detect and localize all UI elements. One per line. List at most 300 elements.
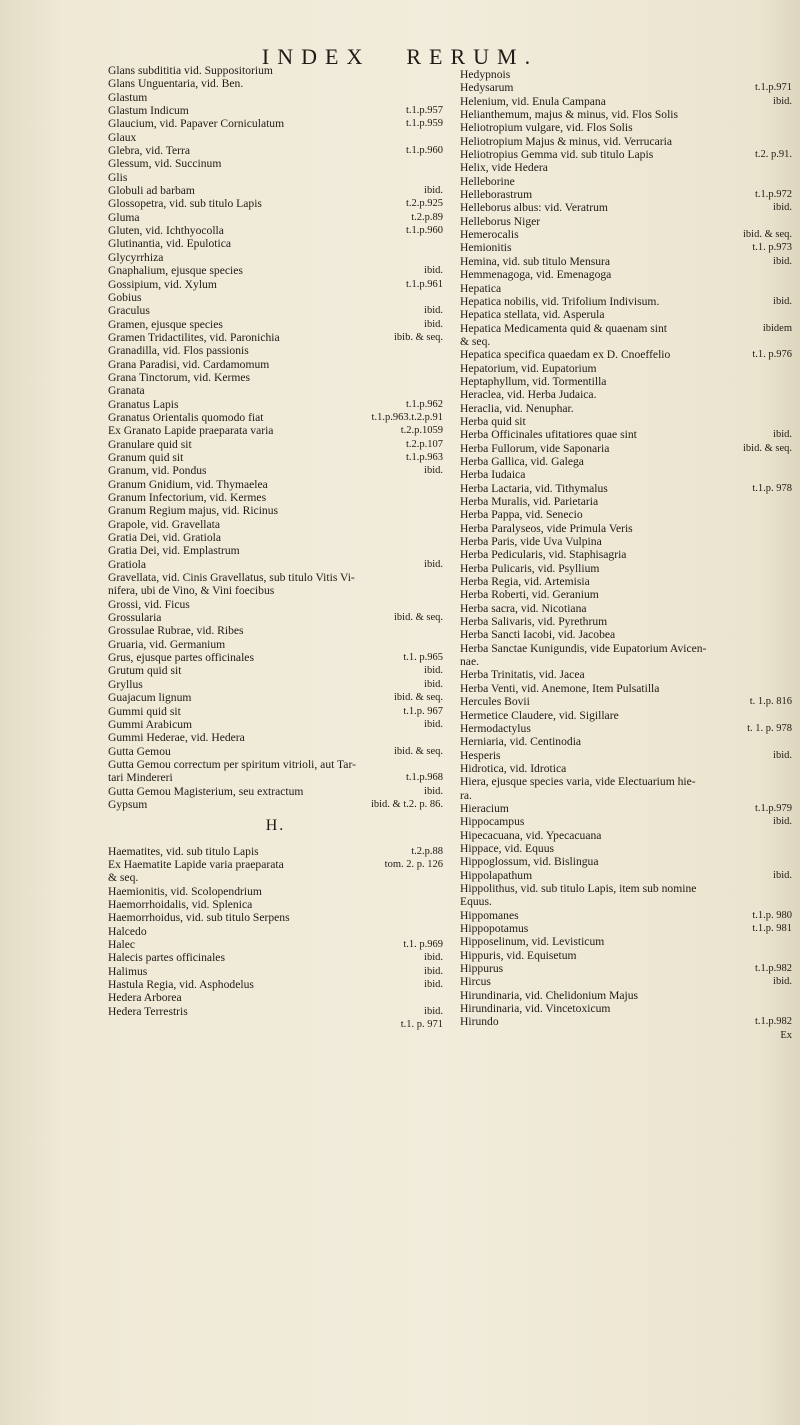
index-entry <box>460 922 792 935</box>
index-term: Hippolithus, vid. sub titulo Lapis, item sub nomine <box>460 881 697 895</box>
index-entry <box>460 442 792 455</box>
index-entry <box>460 615 792 628</box>
index-term: Gummi Hederae, vid. Hedera <box>108 731 245 745</box>
index-entry <box>460 295 792 308</box>
index-term: Granum, vid. Pondus <box>108 464 207 478</box>
page-reference: ibid. <box>424 1005 443 1017</box>
index-entry <box>460 282 792 295</box>
index-term: Herba sacra, vid. Nicotiana <box>460 601 587 615</box>
index-term: nae. <box>460 655 479 669</box>
page-reference: ibid. <box>773 749 792 761</box>
page-reference: ibid. <box>773 869 792 881</box>
page-reference: t.1. p.973 <box>752 242 792 254</box>
index-term: Gobius <box>108 290 142 304</box>
page-reference: ibid. & seq. <box>394 692 443 704</box>
page-reference: t.1.p.957 <box>405 105 443 117</box>
index-term: Globuli ad barbam <box>108 184 195 198</box>
page-reference: ibid. <box>424 305 443 317</box>
index-entry <box>460 709 792 722</box>
page-reference: t. 1.p. 816 <box>749 696 792 708</box>
index-entry <box>108 785 443 798</box>
index-entry <box>460 135 792 148</box>
index-entry <box>108 344 443 357</box>
index-term: Herba Trinitatis, vid. Jacea <box>460 668 585 682</box>
index-entry <box>108 331 443 344</box>
index-term: Haemionitis, vid. Scolopendrium <box>108 884 262 898</box>
index-entry <box>460 628 792 641</box>
index-term: Gruaria, vid. Germanium <box>108 637 226 651</box>
index-term: Glaux <box>108 130 137 144</box>
page-reference: ibid. <box>773 255 792 267</box>
page-reference: tom. 2. p. 126 <box>384 858 443 870</box>
index-term: Herba Paris, vide Uva Vulpina <box>460 535 602 549</box>
index-entry <box>108 1018 443 1031</box>
index-term: Gramen Tridactilites, vid. Paronichia <box>108 330 280 344</box>
index-entry <box>460 602 792 615</box>
index-term: Halcedo <box>108 924 147 938</box>
index-entry <box>108 845 443 858</box>
page-reference: ibidem <box>762 322 792 334</box>
page-reference: t.2.p.88 <box>411 845 443 857</box>
index-term: Gummi quid sit <box>108 704 181 718</box>
index-term: Herba Muralis, vid. Parietaria <box>460 495 599 508</box>
index-entry <box>108 664 443 677</box>
page-reference: ibid. & t.2. p. 86. <box>370 798 443 810</box>
page-reference: ibid. <box>773 95 792 107</box>
page-reference: t.2.p.107 <box>405 438 443 450</box>
index-entry <box>460 148 792 161</box>
index-term: Granum Infectorium, vid. Kermes <box>108 491 267 504</box>
index-term: Herba Iudaica <box>460 468 526 482</box>
index-entry <box>108 157 443 170</box>
index-entry <box>460 695 792 708</box>
index-entry <box>460 975 792 988</box>
index-term: & seq. <box>108 871 139 885</box>
index-term: Hippolapathum <box>460 868 533 882</box>
index-term: Grutum quid sit <box>108 664 182 678</box>
index-term: Herba Sancti Iacobi, vid. Jacobea <box>460 628 616 642</box>
index-term: Herba Pedicularis, vid. Staphisagria <box>460 548 627 562</box>
index-entry <box>460 255 792 268</box>
index-entry <box>108 951 443 964</box>
index-term: Glossopetra, vid. sub titulo Lapis <box>108 197 262 211</box>
index-term: Helleborine <box>460 174 515 188</box>
left-column <box>108 64 443 1031</box>
index-term: Hirundo <box>460 1015 499 1029</box>
index-entry <box>108 965 443 978</box>
page-reference: ibid. <box>424 785 443 797</box>
index-term: Hemionitis <box>460 241 512 255</box>
index-term: Herba Lactaria, vid. Tithymalus <box>460 481 608 495</box>
index-entry <box>460 362 792 375</box>
page-reference: t.1.p.961 <box>405 278 443 290</box>
index-entry <box>108 291 443 304</box>
index-entry <box>108 624 443 637</box>
index-entry <box>460 482 792 495</box>
index-term: Glutinantia, vid. Epulotica <box>108 237 231 251</box>
index-term: Glycyrrhiza <box>108 250 164 264</box>
index-entry <box>108 384 443 397</box>
index-entry <box>108 251 443 264</box>
index-term: Gummi Arabicum <box>108 717 193 731</box>
index-entry <box>108 518 443 531</box>
index-term: Hepatica nobilis, vid. Trifolium Indivisum. <box>460 294 660 308</box>
index-term: Hieracium <box>460 801 509 815</box>
index-entry <box>460 722 792 735</box>
index-term: Hepatorium, vid. Eupatorium <box>460 361 597 375</box>
index-term: Hiera, ejusque species varia, vide Electuarium hie- <box>460 775 696 789</box>
index-entry <box>460 869 792 882</box>
index-entry <box>108 171 443 184</box>
index-term: Grus, ejusque partes officinales <box>108 651 254 665</box>
index-term: Herba Pulicaris, vid. Psyllium <box>460 561 600 575</box>
index-term: Granulare quid sit <box>108 437 192 451</box>
index-entry <box>460 935 792 948</box>
index-entry <box>460 682 792 695</box>
index-term: Hepatica specifica quaedam ex D. Cnoeffelio <box>460 348 671 362</box>
index-term: Gramen, ejusque species <box>108 317 223 331</box>
index-term: Hirundinaria, vid. Vincetoxicum <box>460 1002 611 1016</box>
index-entry <box>108 611 443 624</box>
index-entry <box>460 455 792 468</box>
index-entry <box>108 1005 443 1018</box>
index-entry <box>460 949 792 962</box>
index-term: Hedysarum <box>460 81 514 95</box>
index-term: Granum Regium majus, vid. Ricinus <box>108 504 279 518</box>
index-term: Haemorrhoidus, vid. sub titulo Serpens <box>108 911 290 925</box>
index-entry <box>460 68 792 81</box>
index-entry <box>460 762 792 775</box>
index-term: Granata <box>108 384 145 398</box>
index-term: Grana Tinctorum, vid. Kermes <box>108 370 251 384</box>
index-term: & seq. <box>460 334 491 348</box>
index-term: Grossulae Rubrae, vid. Ribes <box>108 624 244 638</box>
page-reference: t. 1. p. 978 <box>747 722 792 734</box>
index-entry <box>460 161 792 174</box>
index-entry <box>460 95 792 108</box>
index-entry <box>460 909 792 922</box>
index-term: Granadilla, vid. Flos passionis <box>108 344 249 358</box>
index-entry <box>460 668 792 681</box>
index-term: Heptaphyllum, vid. Tormentilla <box>460 374 607 388</box>
index-entry <box>460 495 792 508</box>
index-entry <box>108 991 443 1004</box>
index-term: Hippopotamus <box>460 922 529 935</box>
index-entry <box>460 829 792 842</box>
index-term: Herba Officinales ufitatiores quae sint <box>460 428 637 442</box>
index-entry <box>460 802 792 815</box>
index-entry <box>108 358 443 371</box>
index-term: Hepatica <box>460 281 502 295</box>
index-term: Equus. <box>460 895 492 909</box>
index-entry <box>460 201 792 214</box>
index-entry <box>108 745 443 758</box>
index-entry <box>108 758 443 771</box>
index-term: Gypsum <box>108 797 148 811</box>
index-term: Grossularia <box>108 611 162 625</box>
index-entry <box>108 978 443 991</box>
index-term: Hedera Terrestris <box>108 1004 188 1018</box>
page-reference: ibid. <box>424 465 443 477</box>
index-entry <box>108 798 443 811</box>
index-entry <box>460 535 792 548</box>
index-entry <box>460 749 792 762</box>
index-entry <box>460 121 792 134</box>
page-reference: ibid. <box>773 976 792 988</box>
page-reference: t.1.p. 981 <box>752 923 792 934</box>
index-term: Gossipium, vid. Xylum <box>108 277 217 291</box>
index-entry <box>108 638 443 651</box>
index-term: Gluma <box>108 210 140 224</box>
index-term: Gluten, vid. Ichthyocolla <box>108 224 224 238</box>
index-term: Glans subdititia vid. Suppositorium <box>108 64 273 77</box>
index-term: Herba Roberti, vid. Geranium <box>460 588 599 602</box>
index-entry <box>108 278 443 291</box>
page-reference: t.1.p.982 <box>754 1016 792 1028</box>
index-entry <box>460 1029 792 1042</box>
index-entry <box>108 264 443 277</box>
page-reference: t.2.p.1059 <box>400 425 443 437</box>
index-term: Hermodactylus <box>460 721 531 735</box>
index-entry <box>108 678 443 691</box>
index-term: Hippace, vid. Equus <box>460 841 555 855</box>
page-reference: ibid. <box>424 678 443 690</box>
index-term: Glaucium, vid. Papaver Corniculatum <box>108 117 285 131</box>
index-term: Heliotropium Majus & minus, vid. Verrucaria <box>460 134 672 148</box>
index-entry <box>460 522 792 535</box>
index-term: Gnaphalium, ejusque species <box>108 264 243 278</box>
index-term: nifera, ubi de Vino, & Vini foecibus <box>108 584 275 598</box>
section-letter-h: H. <box>265 817 286 835</box>
index-entry <box>108 925 443 938</box>
index-term: Heliotropius Gemma vid. sub titulo Lapis <box>460 148 654 162</box>
index-term: Hidrotica, vid. Idrotica <box>460 761 567 775</box>
index-term: Hastula Regia, vid. Asphodelus <box>108 978 254 992</box>
index-term: Halecis partes officinales <box>108 951 225 965</box>
index-term: Guajacum lignum <box>108 691 192 705</box>
page-reference: ibid. <box>424 979 443 991</box>
index-entry <box>108 304 443 317</box>
index-term: Herba Paralyseos, vide Primula Veris <box>460 521 633 535</box>
index-term: Heraclea, vid. Herba Judaica. <box>460 388 597 402</box>
index-term: Herba Salivaris, vid. Pyrethrum <box>460 615 608 629</box>
index-entry <box>460 188 792 201</box>
index-entry <box>460 1002 792 1015</box>
index-term: Hippomanes <box>460 908 519 922</box>
index-entry <box>460 468 792 481</box>
index-term: Haemorrhoidalis, vid. Splenica <box>108 897 253 911</box>
index-entry <box>460 962 792 975</box>
index-entry <box>108 938 443 951</box>
index-term: Grossi, vid. Ficus <box>108 597 190 611</box>
index-entry <box>108 691 443 704</box>
index-term: Gutta Gemou Magisterium, seu extractum <box>108 784 304 798</box>
index-term: Grapole, vid. Gravellata <box>108 517 221 531</box>
index-term: Halimus <box>108 964 148 978</box>
index-entry <box>460 735 792 748</box>
index-term: Hedera Arborea <box>108 991 182 1005</box>
index-term: Herba Fullorum, vide Saponaria <box>460 441 610 455</box>
index-entry <box>108 705 443 718</box>
page-reference: ibid. & seq. <box>394 612 443 624</box>
index-entry <box>108 771 443 784</box>
page-reference: ibid. <box>424 718 443 730</box>
index-entry <box>460 375 792 388</box>
page-reference: ibid. <box>773 816 792 828</box>
index-entry <box>108 651 443 664</box>
index-term: Hirundinaria, vid. Chelidonium Majus <box>460 988 639 1002</box>
index-term: Gratiola <box>108 557 146 571</box>
index-entry <box>460 842 792 855</box>
index-entry <box>108 424 443 437</box>
index-term: Hemmenagoga, vid. Emenagoga <box>460 268 612 282</box>
index-entry <box>460 215 792 228</box>
index-entry <box>460 402 792 415</box>
page-reference: t.1.p.959 <box>405 118 443 130</box>
index-entry <box>108 478 443 491</box>
index-entry <box>108 91 443 104</box>
index-term: Hippocampus <box>460 815 525 829</box>
page-reference: t.1.p.968 <box>405 772 443 784</box>
page-reference: Ex <box>780 1029 792 1041</box>
index-term: Herba Pappa, vid. Senecio <box>460 508 583 522</box>
page-reference: ibid. & seq. <box>743 229 792 241</box>
index-entry <box>108 371 443 384</box>
page-reference: t.1. p.976 <box>752 349 792 361</box>
index-entry <box>108 898 443 911</box>
index-entry <box>108 718 443 731</box>
index-term: Granum quid sit <box>108 450 184 464</box>
page-reference: t.1.p.979 <box>754 802 792 814</box>
index-term: Hesperis <box>460 748 501 762</box>
index-term: Gratia Dei, vid. Gratiola <box>108 531 221 545</box>
index-entry <box>460 855 792 868</box>
page-reference: t.1.p.960 <box>405 225 443 237</box>
page-reference: t.1.p.982 <box>754 963 792 975</box>
index-term: Hipecacuana, vid. Ypecacuana <box>460 828 602 842</box>
index-term: Gutta Gemou <box>108 744 171 758</box>
index-term: Herniaria, vid. Centinodia <box>460 735 582 749</box>
index-entry <box>108 77 443 90</box>
index-entry <box>108 144 443 157</box>
index-entry <box>108 398 443 411</box>
index-entry <box>108 464 443 477</box>
index-term: Helenium, vid. Enula Campana <box>460 94 606 108</box>
page-reference: ibid. <box>424 665 443 677</box>
page-reference: ibid. <box>424 558 443 570</box>
index-term: Glans Unguentaria, vid. Ben. <box>108 77 244 91</box>
index-entry <box>108 451 443 464</box>
page-reference: t.1.p.963.t.2.p.91 <box>371 411 443 423</box>
index-entry <box>108 584 443 597</box>
index-term: Gryllus <box>108 677 143 691</box>
index-term: Hermetice Claudere, vid. Sigillare <box>460 708 619 722</box>
page-reference: t.1. p. 971 <box>400 1019 443 1031</box>
page-reference: t.1.p.963 <box>405 451 443 463</box>
index-entry <box>460 882 792 895</box>
index-entry <box>460 108 792 121</box>
page-reference: t.1.p. 967 <box>403 705 443 717</box>
index-entry <box>108 64 443 77</box>
index-entry <box>108 197 443 210</box>
page-reference: t.2.p.925 <box>405 198 443 210</box>
index-entry <box>460 815 792 828</box>
index-entry <box>108 224 443 237</box>
index-entry <box>108 491 443 504</box>
index-entry <box>460 588 792 601</box>
index-entry <box>108 411 443 424</box>
index-term: Hepatica Medicamenta quid & quaenam sint <box>460 321 668 335</box>
index-term: Grana Paradisi, vid. Cardamomum <box>108 357 270 371</box>
page-reference: t.1.p.971 <box>754 82 792 94</box>
index-term: Gratia Dei, vid. Emplastrum <box>108 544 240 558</box>
page-reference: ibid. & seq. <box>394 745 443 757</box>
index-entry <box>108 858 443 871</box>
page-reference: t.1. p.965 <box>403 652 443 664</box>
index-entry <box>108 731 443 744</box>
index-entry <box>460 1015 792 1028</box>
index-entry <box>108 571 443 584</box>
index-term: Halec <box>108 938 136 951</box>
page-reference: t.1.p. 980 <box>752 909 792 921</box>
index-term: Gravellata, vid. Cinis Gravellatus, sub titulo Vitis Vi- <box>108 571 355 585</box>
index-entry <box>460 575 792 588</box>
index-entry <box>108 184 443 197</box>
index-entry <box>108 558 443 571</box>
index-entry <box>108 598 443 611</box>
index-term: Herba Sanctae Kunigundis, vide Eupatorium Avicen- <box>460 641 707 655</box>
page-reference: ibid. <box>424 185 443 197</box>
index-term: Haematites, vid. sub titulo Lapis <box>108 844 259 858</box>
index-entry <box>460 388 792 401</box>
index-entry <box>460 642 792 655</box>
page-reference: ibib. & seq. <box>394 331 443 343</box>
index-term: Hepatica stellata, vid. Asperula <box>460 308 605 322</box>
index-term: Glessum, vid. Succinum <box>108 157 222 171</box>
index-entry <box>460 562 792 575</box>
index-entry <box>460 241 792 254</box>
index-term: Herba quid sit <box>460 414 526 428</box>
index-term: Helianthemum, majus & minus, vid. Flos Solis <box>460 108 679 122</box>
index-term: Helleborastrum <box>460 188 533 202</box>
index-entry <box>108 531 443 544</box>
index-term: Helleborus albus: vid. Veratrum <box>460 201 608 215</box>
index-entry <box>108 117 443 130</box>
index-term: tari Mindereri <box>108 771 173 785</box>
index-entry <box>460 175 792 188</box>
index-entry <box>460 789 792 802</box>
index-term: Hemina, vid. sub titulo Mensura <box>460 254 611 268</box>
page-reference: ibid. <box>424 318 443 330</box>
index-term: Graculus <box>108 304 150 318</box>
page-reference: ibid. <box>424 265 443 277</box>
index-term: Glis <box>108 170 128 184</box>
page-reference: ibid. <box>424 952 443 964</box>
index-entry <box>108 318 443 331</box>
index-term: Granatus Lapis <box>108 397 179 411</box>
right-column <box>460 68 792 1042</box>
index-term: Hippurus <box>460 962 504 976</box>
index-term: Glebra, vid. Terra <box>108 144 191 158</box>
index-entry <box>460 322 792 335</box>
index-entry <box>108 438 443 451</box>
index-term: Ex Granato Lapide praeparata varia <box>108 424 274 438</box>
index-entry <box>460 81 792 94</box>
index-entry <box>460 989 792 1002</box>
index-term: Heliotropium vulgare, vid. Flos Solis <box>460 121 633 135</box>
index-term: Herba Gallica, vid. Galega <box>460 454 584 468</box>
page-reference: ibid. & seq. <box>743 442 792 454</box>
